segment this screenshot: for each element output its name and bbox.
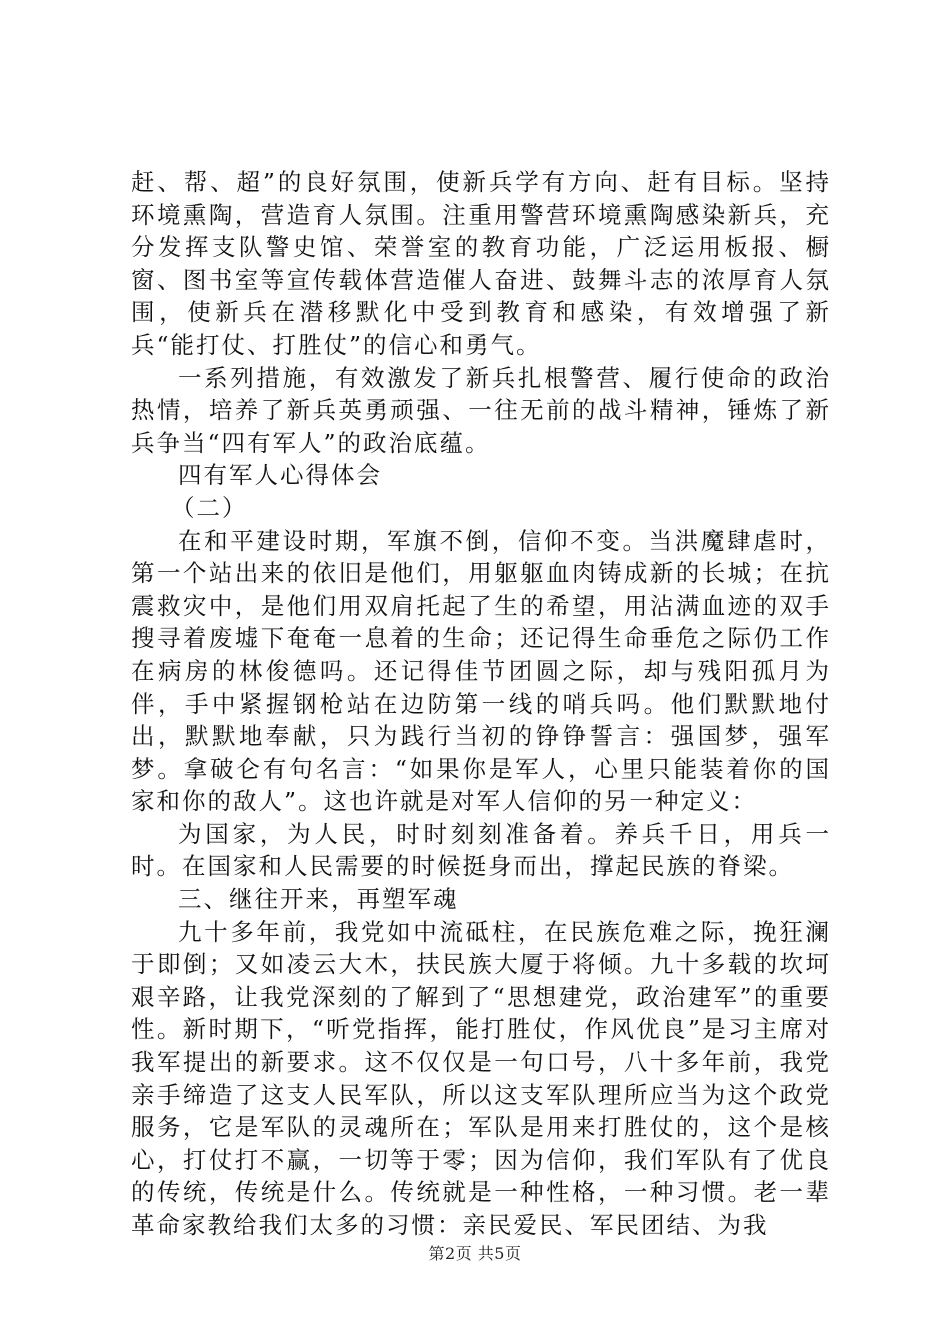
document-body [131, 166, 831, 1242]
paragraph-for-nation-people: 为国家，为人民，时时刻刻准备着。养兵千日，用兵一时。在国家和人民需要的时候挺身而出，撑起民族的脊梁。 [131, 819, 831, 881]
section-number-two: （二） [171, 493, 248, 522]
paragraph-peace-time-faith: 在和平建设时期，军旗不倒，信仰不变。当洪魔肆虐时，第一个站出来的依旧是他们，用躯躯血肉铸成新的长城；在抗震救灾中，是他们用双肩托起了生的希望，用沾满血迹的双手搜寻着废墟下奄奄一息着的生命；还记得生命垂危之际仍工作在病房的林俊德吗。还记得佳节团圆之际，却与残阳孤月为伴，手中紧握钢枪站在边防第一线的哨兵吗。他们默默地付出，默默地奉献，只为践行当初的铮铮誓言：强国梦，强军梦。拿破仑有句名言：“如果你是军人，心里只能装着你的国家和你的敌人”。这也许就是对军人信仰的另一种定义： [131, 526, 831, 816]
heading-carry-forward: 三、继往开来，再塑军魂 [178, 885, 459, 914]
page-indicator: 第2页 共5页 [428, 1244, 522, 1263]
paragraph-party-history: 九十多年前，我党如中流砥柱，在民族危难之际，挽狂澜于即倒；又如凌云大木，扶民族大厦于将倾。九十多载的坎坷艰辛路，让我党深刻的了解到了“思想建党，政治建军”的重要性。新时期下，“听党指挥，能打胜仗，作风优良”是习主席对我军提出的新要求。这不仅仅是一句口号，八十多年前，我党亲手缔造了这支人民军队，所以这支军队理所应当为这个政党服务，它是军队的灵魂所在；军队是用来打胜仗的，这个是核心，打仗打不赢，一切等于零；因为信仰，我们军队有了优良的传统，传统是什么。传统就是一种性格，一种习惯。老一辈革命家教给我们太多的习惯：亲民爱民、军民团结、为我 [131, 917, 831, 1239]
paragraph-training-atmosphere: 赶、帮、超”的良好氛围，使新兵学有方向、赶有目标。坚持环境熏陶，营造育人氛围。注重用警营环境熏陶感染新兵，充分发挥支队警史馆、荣誉室的教育功能，广泛运用板报、橱窗、图书室等宣传载体营造催人奋进、鼓舞斗志的浓厚育人氛围，使新兵在潜移默化中受到教育和感染，有效增强了新兵“能打仗、打胜仗”的信心和勇气。 [131, 168, 831, 359]
section-title-four-soldiers: 四有军人心得体会 [178, 461, 382, 490]
page-footer [0, 1244, 950, 1264]
paragraph-measures-result: 一系列措施，有效激发了新兵扎根警营、履行使命的政治热情，培养了新兵英勇顽强、一往无前的战斗精神，锤炼了新兵争当“四有军人”的政治底蕴。 [131, 363, 831, 457]
